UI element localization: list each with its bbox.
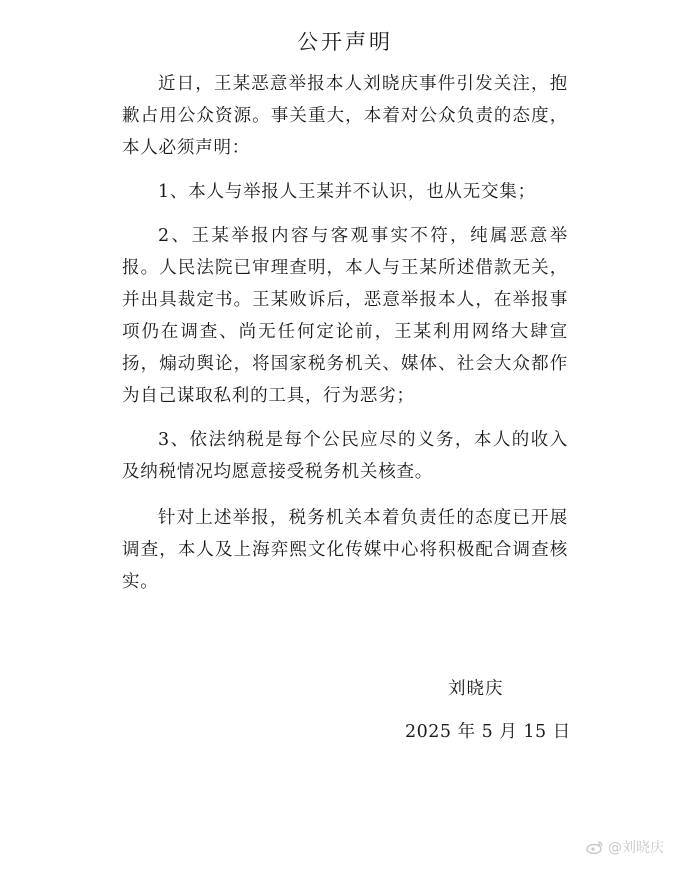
weibo-watermark — [586, 837, 664, 857]
paragraph-point-2: 2、王某举报内容与客观事实不符，纯属恶意举报。人民法院已审理查明，本人与王某所述借款无关，并出具裁定书。王某败诉后，恶意举报本人，在举报事项仍在调查、尚无任何定论前，王某利用网络大肆宣扬，煽动舆论，将国家税务机关、媒体、社会大众都作为自己谋取私利的工具，行为恶劣； — [122, 226, 568, 406]
document-title: 公开声明 — [297, 30, 393, 54]
paragraph-point-3: 3、依法纳税是每个公民应尽的义务，本人的收入及纳税情况均愿意接受税务机关核查。 — [122, 430, 568, 482]
signature: 刘晓庆 — [448, 679, 504, 699]
watermark-text: @刘晓庆 — [608, 840, 664, 856]
paragraph-point-1: 1、本人与举报人王某并不认识，也从无交集； — [158, 182, 536, 202]
paragraph-closing: 针对上述举报，税务机关本着负责任的态度已开展调查，本人及上海弈熙文化传媒中心将积极配合调查核实。 — [122, 508, 568, 592]
weibo-icon — [586, 840, 604, 854]
paragraph-intro: 近日，王某恶意举报本人刘晓庆事件引发关注，抱歉占用公众资源。事关重大，本着对公众负责的态度，本人必须声明： — [122, 74, 568, 158]
statement-body — [122, 68, 568, 610]
statement-date: 2025 年 5 月 15 日 — [405, 722, 571, 742]
